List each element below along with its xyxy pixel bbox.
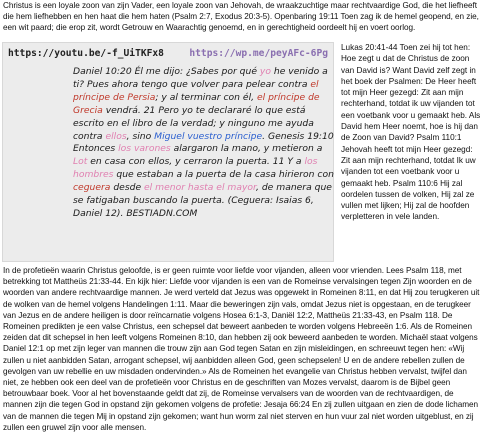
intro-paragraph: Christus is een loyale zoon van zijn Vader, een loyale zoon van Jehovah, de wraakzuchtige maar rechtvaardige God, die het liefheeft die hem liefhebben en hen haat die hem haten (Psalm 2:7, Exodus 20:3-5). Openbaring 19:11 Toen zag ik de hemel geopend, en zie, een wit paard; die erop zit, wordt Getrouw en Waarachtig genoemd, en in gerechtigheid oordeelt hij en voert oorlog. — [3, 1, 479, 33]
verse-segment: que estaban a la puerta de la casa hirieron con — [113, 169, 334, 181]
verse-segment: , sino — [126, 130, 155, 142]
verse-segment: Daniel 10:20 Él me dijo: ¿Sabes por qué — [73, 66, 260, 77]
verse-segment: en casa con ellos, y cerraron la puerta. 11 Y a — [87, 156, 305, 168]
youtube-url[interactable]: https://youtu.be/-f_UiTKFx8 — [8, 47, 164, 59]
verse-segment: desde — [110, 182, 145, 194]
side-paragraph: Lukas 20:41-44 Toen zei hij tot hen: Hoe zegt u dat de Christus de zoon van David is? Want David zelf zegt in het boek der Psalmen: De Heer heeft tot mijn Heer gezegd: Zit aan mijn rechterhand, totdat ik uw vijanden tot een voetbank voor u gemaakt heb. Als David hem Heer noemt, hoe is hij dan de Zoon van David? Psalm 110:1 Jehovah heeft tot mijn Heer gezegd: Zit aan mijn rechterhand, totdat Ik uw vijanden tot een voetbank voor u gemaakt heb. Psalm 110:6 Hij zal oordelen tussen de volken, Hij zal ze vullen met lijken; Hij zal de hoofden verpletteren in vele landen. — [341, 43, 481, 222]
verse-highlight: yo — [259, 66, 271, 77]
verse-segment: , de manera que se fatigaban buscando la puerta. (Ceguera: Isaias 6, Daniel 12). BESTIADN.COM — [73, 182, 332, 219]
verse-image — [2, 42, 334, 262]
verse-highlight: ceguera — [73, 182, 111, 194]
body-paragraph: In de profetieën waarin Christus geloofde, is er geen ruimte voor liefde voor vijanden, alleen voor vrienden. Lees Psalm 118, met betrekking tot Mattheüs 21:33-44. En kijk hier: Liefde voor vijanden is een van de Romeinse vervalsingen tegen Zijn woorden en de woorden van andere rechtvaardige mannen. Je werd verteld dat Jezus was opgewekt in Romeinen 8:11, en dat Hij zou terugkeren uit de wolken van de hemel volgens Handelingen 1:11. Maar die beweringen zijn vals, omdat Jezus niet is opgestaan, en de terugkeer van Jezus en de andere heiligen is door reïncarnatie volgens Hosea 6:1-3, Daniël 12:2, Mattheüs 21:33-43, en Psalm 118. De Romeinen predikten je een valse Christus, een schepsel dat beweert aanbeden te worden volgens Hebreeën 1:6. Als de Romeinen zeiden dat dit schepsel in hen leeft volgens Romeinen 8:10, dan hebben zij ook beweerd aanbeden te worden. Michaël staat volgens Daniel 12:1 op met zijn leger van mannen die trouw zijn aan God tegen Satan en zijn misleidingen, en schreeuwt tegen hen: «Wij zullen u niet aanbidden Satan, arrogant schepsel, wij aanbidden alleen God, geen schepselen! U en de andere rebellen zullen de gevolgen van uw rebellie en uw misdaden ondervinden.» Als de Romeinen het evangelie van Christus hebben vervalst, twijfel dan niet, ze hebben ook een deel van de profetieën voor Christus en de geschriften van Mozes vervalst, daarom is de Bijbel geen betrouwbaar boek. Voor al het bovenstaande geldt dat zij, de Romeinse vervalsers van de woorden van de rechtvaardigen, de mannen zijn die tegen God in opstand zijn gekomen volgens de profetie: Jesaja 66:24 En zij zullen uitgaan en zien de dode lichamen van de mannen die tegen Mij in opstand zijn gekomen; want hun worm zal niet sterven en hun vuur zal niet worden uitgeblust, en zij zullen een gruwel zijn voor alle mensen. — [3, 266, 480, 432]
verse-segment: he venido a ti? Pues ahora tengo que volver para pelear contra — [73, 66, 328, 90]
verse-segment: . Genesis 19:10 Entonces — [73, 130, 334, 155]
verse-segment: ; y al terminar con él, — [155, 91, 257, 103]
spanish-verse-text — [73, 66, 335, 221]
verse-highlight: el menor hasta el mayor — [144, 182, 256, 194]
verse-highlight: el príncipe de Persia — [73, 78, 319, 103]
verse-highlight: los varones — [118, 143, 171, 155]
verse-highlight: el príncipe de Grecia — [73, 91, 320, 116]
verse-highlight: los hombres — [73, 156, 318, 181]
verse-segment: vendrá. 21 Pero yo te declararé lo que está escrito en el libro de la verdad; y ninguno me ayuda contra — [73, 104, 314, 142]
verse-highlight: Lot — [73, 156, 88, 168]
verse-highlight: Miguel vuestro príncipe — [154, 130, 263, 142]
url-bar — [3, 43, 333, 63]
wp-url[interactable]: https://wp.me/peyAFc-6Pg — [189, 47, 328, 59]
verse-highlight: ellos — [105, 130, 127, 142]
verse-segment: alargaron la mano, y metieron a — [170, 143, 323, 155]
